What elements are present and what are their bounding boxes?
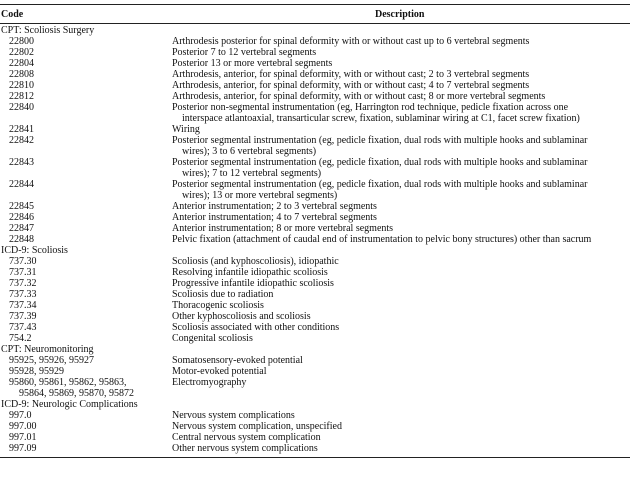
table-row xyxy=(0,179,630,201)
section-heading xyxy=(0,245,630,256)
code-text: 997.01 xyxy=(9,432,37,443)
code-cell xyxy=(0,421,172,432)
description-cell xyxy=(172,355,630,366)
description-text: Scoliosis (and kyphoscoliosis), idiopathic xyxy=(172,256,339,267)
description-cell xyxy=(172,223,630,234)
description-cell xyxy=(172,201,630,212)
header-description: Description xyxy=(375,9,425,20)
table-row xyxy=(0,135,630,157)
section-heading xyxy=(0,399,630,410)
description-cell xyxy=(172,157,630,179)
table-row xyxy=(0,366,630,377)
description-text: Arthrodesis, anterior, for spinal deformity, with or without cast; 8 or more vertebral segments xyxy=(172,91,546,102)
code-cell xyxy=(0,223,172,234)
description-cell xyxy=(172,300,630,311)
table-row xyxy=(0,69,630,80)
description-cell xyxy=(172,234,630,245)
code-cell xyxy=(0,333,172,344)
description-text: Posterior segmental instrumentation (eg, pedicle fixation, dual rods with multiple hooks and sublaminar xyxy=(172,179,588,190)
description-text: Posterior 7 to 12 vertebral segments xyxy=(172,47,317,58)
table-row xyxy=(0,157,630,179)
description-text: Anterior instrumentation; 2 to 3 vertebral segments xyxy=(172,201,377,212)
description-cell xyxy=(172,267,630,278)
table-row xyxy=(0,278,630,289)
description-text: wires); 3 to 6 vertebral segments) xyxy=(182,146,317,157)
code-text: 95928, 95929 xyxy=(9,366,64,377)
table-row xyxy=(0,289,630,300)
table-row xyxy=(0,58,630,69)
description-text: Arthrodesis, anterior, for spinal deformity, with or without cast; 4 to 7 vertebral segments xyxy=(172,80,530,91)
code-text: 737.30 xyxy=(9,256,37,267)
table-header xyxy=(0,5,630,23)
code-text: 22812 xyxy=(9,91,34,102)
code-cell xyxy=(0,377,172,399)
description-cell xyxy=(172,278,630,289)
code-cell xyxy=(0,201,172,212)
code-cell xyxy=(0,36,172,47)
table-row xyxy=(0,311,630,322)
description-text: Arthrodesis, anterior, for spinal deformity, with or without cast; 2 to 3 vertebral segments xyxy=(172,69,530,80)
table-row xyxy=(0,80,630,91)
code-text: 22843 xyxy=(9,157,34,168)
code-text: 22808 xyxy=(9,69,34,80)
code-cell xyxy=(0,47,172,58)
table-row xyxy=(0,377,630,399)
code-text: 754.2 xyxy=(9,333,32,344)
code-cell xyxy=(0,300,172,311)
table-row xyxy=(0,124,630,135)
code-cell xyxy=(0,91,172,102)
description-text: Anterior instrumentation; 8 or more vertebral segments xyxy=(172,223,394,234)
code-cell xyxy=(0,289,172,300)
description-cell xyxy=(172,69,630,80)
code-cell xyxy=(0,80,172,91)
description-text: Motor-evoked potential xyxy=(172,366,267,377)
description-text: Anterior instrumentation; 4 to 7 vertebral segments xyxy=(172,212,377,223)
description-cell xyxy=(172,135,630,157)
code-text: 22800 xyxy=(9,36,34,47)
description-text: Scoliosis associated with other conditions xyxy=(172,322,340,333)
code-text: 997.00 xyxy=(9,421,37,432)
code-text: 22848 xyxy=(9,234,34,245)
code-cell xyxy=(0,322,172,333)
table-row xyxy=(0,102,630,124)
code-cell xyxy=(0,157,172,179)
table-row xyxy=(0,256,630,267)
description-cell xyxy=(172,47,630,58)
code-cell xyxy=(0,102,172,124)
description-text: Wiring xyxy=(172,124,200,135)
code-cell xyxy=(0,443,172,454)
description-cell xyxy=(172,80,630,91)
code-text: 22841 xyxy=(9,124,34,135)
description-text: Posterior 13 or more vertebral segments xyxy=(172,58,333,69)
code-text: 95864, 95869, 95870, 95872 xyxy=(19,388,134,399)
description-cell xyxy=(172,421,630,432)
code-text: 737.33 xyxy=(9,289,37,300)
description-text: Scoliosis due to radiation xyxy=(172,289,274,300)
table-body xyxy=(0,24,630,454)
table-row xyxy=(0,234,630,245)
description-cell xyxy=(172,256,630,267)
code-cell xyxy=(0,256,172,267)
table-row xyxy=(0,443,630,454)
description-text: Thoracogenic scoliosis xyxy=(172,300,264,311)
description-cell xyxy=(172,289,630,300)
code-text: 737.43 xyxy=(9,322,37,333)
code-text: 22810 xyxy=(9,80,34,91)
description-text: Progressive infantile idiopathic scoliosis xyxy=(172,278,334,289)
code-cell xyxy=(0,366,172,377)
table-row xyxy=(0,212,630,223)
table-row xyxy=(0,201,630,212)
code-cell xyxy=(0,410,172,421)
code-cell xyxy=(0,124,172,135)
bottom-rule xyxy=(0,457,630,458)
table-row xyxy=(0,333,630,344)
code-cell xyxy=(0,355,172,366)
description-text: Other kyphoscoliosis and scoliosis xyxy=(172,311,311,322)
description-cell xyxy=(172,410,630,421)
description-cell xyxy=(172,311,630,322)
code-cell xyxy=(0,69,172,80)
code-text: 22847 xyxy=(9,223,34,234)
code-text: 22840 xyxy=(9,102,34,113)
code-cell xyxy=(0,212,172,223)
code-cell xyxy=(0,267,172,278)
table-row xyxy=(0,223,630,234)
code-text: 997.09 xyxy=(9,443,37,454)
table-row xyxy=(0,410,630,421)
description-text: wires); 13 or more vertebral segments) xyxy=(182,190,338,201)
code-cell xyxy=(0,432,172,443)
description-text: Arthrodesis posterior for spinal deformity with or without cast up to 6 vertebral segments xyxy=(172,36,530,47)
table-row xyxy=(0,421,630,432)
section-title: ICD-9: Scoliosis xyxy=(1,245,68,256)
section-title: CPT: Neuromonitoring xyxy=(1,344,94,355)
description-text: Somatosensory-evoked potential xyxy=(172,355,303,366)
table-row xyxy=(0,322,630,333)
code-text: 737.39 xyxy=(9,311,37,322)
description-text: Posterior segmental instrumentation (eg, pedicle fixation, dual rods with multiple hooks and sublaminar xyxy=(172,157,588,168)
table-row xyxy=(0,36,630,47)
table-row xyxy=(0,91,630,102)
description-cell xyxy=(172,322,630,333)
code-text: 22804 xyxy=(9,58,34,69)
description-text: Resolving infantile idiopathic scoliosis xyxy=(172,267,328,278)
description-cell xyxy=(172,212,630,223)
code-text: 997.0 xyxy=(9,410,32,421)
description-cell xyxy=(172,333,630,344)
description-text: wires); 7 to 12 vertebral segments) xyxy=(182,168,322,179)
code-cell xyxy=(0,278,172,289)
code-cell xyxy=(0,234,172,245)
description-text: Congenital scoliosis xyxy=(172,333,253,344)
description-text: Central nervous system complication xyxy=(172,432,321,443)
code-table xyxy=(0,4,630,458)
table-row xyxy=(0,432,630,443)
description-cell xyxy=(172,91,630,102)
code-cell xyxy=(0,135,172,157)
section-heading xyxy=(0,344,630,355)
description-text: Nervous system complication, unspecified xyxy=(172,421,342,432)
code-text: 22842 xyxy=(9,135,34,146)
description-cell xyxy=(172,443,630,454)
code-text: 22802 xyxy=(9,47,34,58)
description-text: Nervous system complications xyxy=(172,410,295,421)
code-text: 22845 xyxy=(9,201,34,212)
description-cell xyxy=(172,179,630,201)
header-code: Code xyxy=(1,9,24,20)
description-text: Posterior segmental instrumentation (eg, pedicle fixation, dual rods with multiple hooks and sublaminar xyxy=(172,135,588,146)
code-text: 22846 xyxy=(9,212,34,223)
section-title: CPT: Scoliosis Surgery xyxy=(1,25,95,36)
description-text: Posterior non-segmental instrumentation (eg, Harrington rod technique, pedicle fixation across one xyxy=(172,102,569,113)
table-row xyxy=(0,300,630,311)
description-text: Other nervous system complications xyxy=(172,443,318,454)
code-cell xyxy=(0,311,172,322)
code-text: 95925, 95926, 95927 xyxy=(9,355,94,366)
description-text: interspace atlantoaxial, transarticular screw, fixation, sublaminar wiring at C1, facet screw fixation) xyxy=(182,113,580,124)
code-text: 22844 xyxy=(9,179,34,190)
code-cell xyxy=(0,58,172,69)
description-cell xyxy=(172,102,630,124)
code-text: 737.31 xyxy=(9,267,37,278)
code-text: 737.32 xyxy=(9,278,37,289)
description-text: Pelvic fixation (attachment of caudal end of instrumentation to pelvic bony structures) other than sacrum xyxy=(172,234,592,245)
section-heading xyxy=(0,25,630,36)
description-text: Electromyography xyxy=(172,377,247,388)
table-row xyxy=(0,355,630,366)
code-text: 95860, 95861, 95862, 95863, xyxy=(9,377,127,388)
section-title: ICD-9: Neurologic Complications xyxy=(1,399,138,410)
description-cell xyxy=(172,124,630,135)
code-text: 737.34 xyxy=(9,300,37,311)
table-row xyxy=(0,267,630,278)
description-cell xyxy=(172,58,630,69)
description-cell xyxy=(172,366,630,377)
code-cell xyxy=(0,179,172,201)
description-cell xyxy=(172,432,630,443)
description-cell xyxy=(172,377,630,399)
description-cell xyxy=(172,36,630,47)
table-row xyxy=(0,47,630,58)
